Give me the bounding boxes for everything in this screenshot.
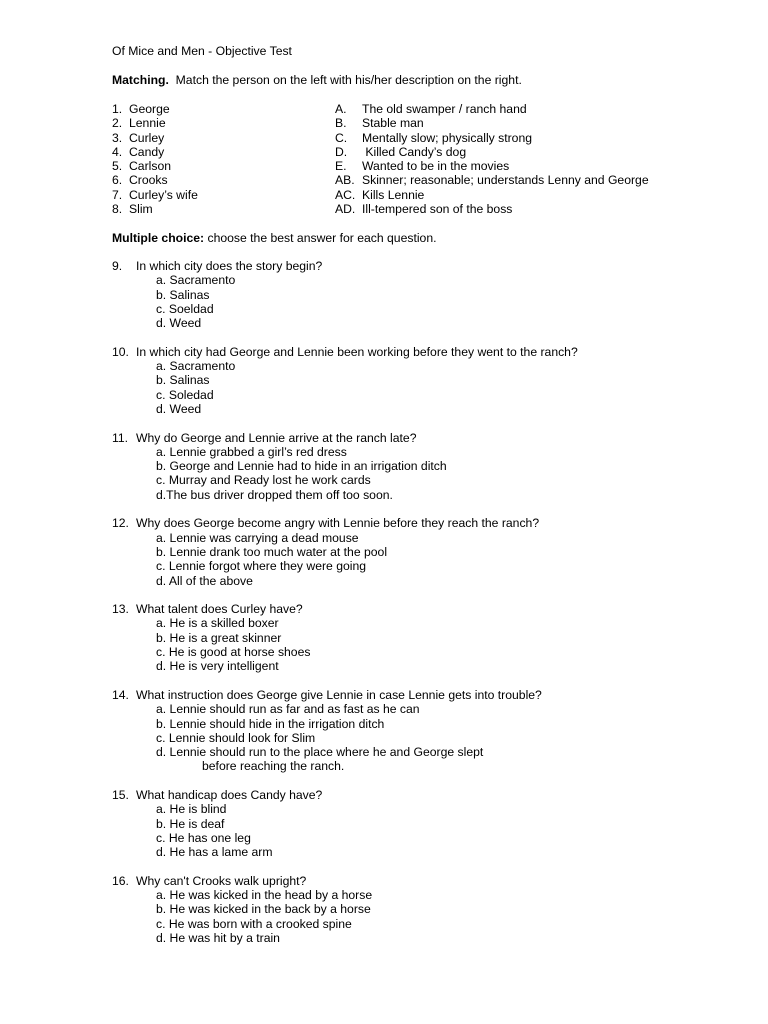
- question-item: [112, 345, 672, 416]
- question-item: [112, 431, 672, 502]
- person-item: [112, 102, 198, 116]
- description-letter: D.: [335, 144, 348, 159]
- answer-choice: d. Weed: [156, 316, 202, 331]
- description-item: [335, 159, 649, 173]
- question-item: [112, 602, 672, 673]
- person-number: 7.: [112, 187, 123, 202]
- question-number: 13.: [112, 602, 129, 617]
- multiple-choice-instructions: [112, 231, 436, 245]
- answer-choice: d. Lennie should run to the place where he and George slept: [156, 745, 484, 760]
- people-list: [112, 102, 198, 216]
- answer-choice: a. Sacramento: [156, 273, 236, 288]
- description-item: [335, 131, 649, 145]
- answer-choice: b. He was kicked in the back by a horse: [156, 902, 371, 917]
- description-item: [335, 116, 649, 130]
- answer-choice: c. He is good at horse shoes: [156, 645, 311, 660]
- person-number: 5.: [112, 159, 123, 174]
- person-name: Slim: [129, 202, 153, 217]
- person-number: 6.: [112, 173, 123, 188]
- description-letter: B.: [335, 116, 347, 131]
- description-text: Wanted to be in the movies: [362, 159, 510, 174]
- answer-choice: c. Lennie forgot where they were going: [156, 559, 367, 574]
- question-line: [112, 788, 672, 802]
- answer-choice: d.The bus driver dropped them off too soon.: [156, 487, 393, 502]
- description-item: [335, 173, 649, 187]
- answer-choice: b. Salinas: [156, 287, 210, 302]
- person-item: [112, 116, 198, 130]
- question-text: In which city does the story begin?: [136, 259, 323, 273]
- question-item: [112, 688, 672, 774]
- person-item: [112, 173, 198, 187]
- description-item: [335, 188, 649, 202]
- description-letter: A.: [335, 102, 347, 116]
- answer-choice: a. He was kicked in the head by a horse: [156, 888, 373, 903]
- answer-choice: c. Lennie should look for Slim: [156, 730, 316, 745]
- answer-choice: a. He is a skilled boxer: [156, 616, 279, 631]
- question-text: Why can't Crooks walk upright?: [136, 873, 307, 888]
- question-text: In which city had George and Lennie been working before they went to the ranch?: [136, 344, 578, 359]
- question-list: [112, 259, 672, 960]
- question-number: 10.: [112, 344, 129, 359]
- description-letter: AB.: [335, 173, 355, 188]
- question-number: 11.: [112, 430, 129, 445]
- answer-choice: d. He is very intelligent: [156, 659, 279, 674]
- person-number: 3.: [112, 130, 123, 145]
- answer-choice: b. He is deaf: [156, 816, 225, 831]
- answer-choice: d. He has a lame arm: [156, 845, 273, 860]
- person-name: Carlson: [129, 159, 171, 174]
- question-number: 14.: [112, 687, 129, 702]
- description-text: Mentally slow; physically strong: [362, 130, 533, 145]
- description-letter: AC.: [335, 187, 356, 202]
- answer-choice: c. Murray and Ready lost he work cards: [156, 473, 371, 488]
- person-name: Lennie: [129, 116, 166, 131]
- question-text: What instruction does George give Lennie in case Lennie gets into trouble?: [136, 687, 542, 702]
- question-text: Why do George and Lennie arrive at the ranch late?: [136, 430, 417, 445]
- answer-choice: a. Lennie was carrying a dead mouse: [156, 530, 359, 545]
- person-item: [112, 159, 198, 173]
- answer-choice: d. Weed: [156, 401, 202, 416]
- answer-choice: c. He has one leg: [156, 830, 251, 845]
- question-text: What handicap does Candy have?: [136, 787, 323, 802]
- question-line: [112, 345, 672, 359]
- multiple-choice-instruction-text: choose the best answer for each question.: [207, 231, 437, 245]
- answer-choice: a. He is blind: [156, 802, 227, 817]
- description-text: Ill-tempered son of the boss: [362, 202, 513, 217]
- question-number: 16.: [112, 873, 129, 888]
- person-name: Crooks: [129, 173, 168, 188]
- page-title: Of Mice and Men - Objective Test: [112, 44, 292, 58]
- answer-choice: b. George and Lennie had to hide in an irrigation ditch: [156, 459, 447, 474]
- question-line: [112, 602, 672, 616]
- answer-choice-continuation: before reaching the ranch.: [202, 759, 345, 774]
- person-item: [112, 145, 198, 159]
- description-item: [335, 145, 649, 159]
- descriptions-list: [335, 102, 649, 216]
- question-number: 9.: [112, 259, 123, 273]
- answer-choice: d. All of the above: [156, 573, 253, 588]
- question-line: [112, 516, 672, 530]
- question-line: [112, 431, 672, 445]
- answer-choice: a. Lennie grabbed a girl’s red dress: [156, 444, 347, 459]
- person-number: 4.: [112, 144, 123, 159]
- person-number: 1.: [112, 102, 123, 116]
- description-text: Killed Candy’s dog: [362, 144, 467, 159]
- question-number: 15.: [112, 787, 129, 802]
- person-name: George: [129, 102, 170, 116]
- answer-choice: d. He was hit by a train: [156, 930, 280, 945]
- question-line: [112, 688, 672, 702]
- matching-instructions: [112, 73, 522, 87]
- answer-choice: c. Soledad: [156, 387, 214, 402]
- question-text: Why does George become angry with Lennie before they reach the ranch?: [136, 516, 540, 531]
- person-item: [112, 131, 198, 145]
- matching-instruction-text: Match the person on the left with his/her description on the right.: [175, 73, 522, 87]
- person-number: 8.: [112, 202, 123, 217]
- description-letter: E.: [335, 159, 347, 174]
- person-name: Candy: [129, 144, 165, 159]
- description-item: [335, 102, 649, 116]
- answer-choice: a. Sacramento: [156, 359, 236, 374]
- answer-choice: c. Soeldad: [156, 301, 214, 316]
- description-text: Kills Lennie: [362, 187, 425, 202]
- description-text: Stable man: [362, 116, 424, 131]
- question-item: [112, 874, 672, 945]
- multiple-choice-label: Multiple choice:: [112, 231, 205, 245]
- answer-choice: a. Lennie should run as far and as fast as he can: [156, 702, 420, 717]
- matching-label: Matching.: [112, 73, 169, 87]
- answer-choice: b. He is a great skinner: [156, 630, 282, 645]
- person-item: [112, 202, 198, 216]
- answer-choice: c. He was born with a crooked spine: [156, 916, 352, 931]
- description-letter: AD.: [335, 202, 356, 217]
- question-item: [112, 788, 672, 859]
- answer-choice: b. Lennie drank too much water at the pool: [156, 544, 388, 559]
- person-name: Curley: [129, 130, 165, 145]
- question-item: [112, 259, 672, 330]
- description-letter: C.: [335, 130, 348, 145]
- question-line: [112, 874, 672, 888]
- answer-choice: b. Lennie should hide in the irrigation ditch: [156, 716, 385, 731]
- answer-choice: b. Salinas: [156, 373, 210, 388]
- person-number: 2.: [112, 116, 123, 131]
- question-item: [112, 516, 672, 587]
- person-item: [112, 188, 198, 202]
- question-line: [112, 259, 672, 273]
- question-text: What talent does Curley have?: [136, 602, 303, 617]
- person-name: Curley’s wife: [129, 187, 198, 202]
- question-number: 12.: [112, 516, 129, 531]
- description-text: The old swamper / ranch hand: [362, 102, 527, 116]
- description-text: Skinner; reasonable; understands Lenny and George: [362, 173, 649, 188]
- description-item: [335, 202, 649, 216]
